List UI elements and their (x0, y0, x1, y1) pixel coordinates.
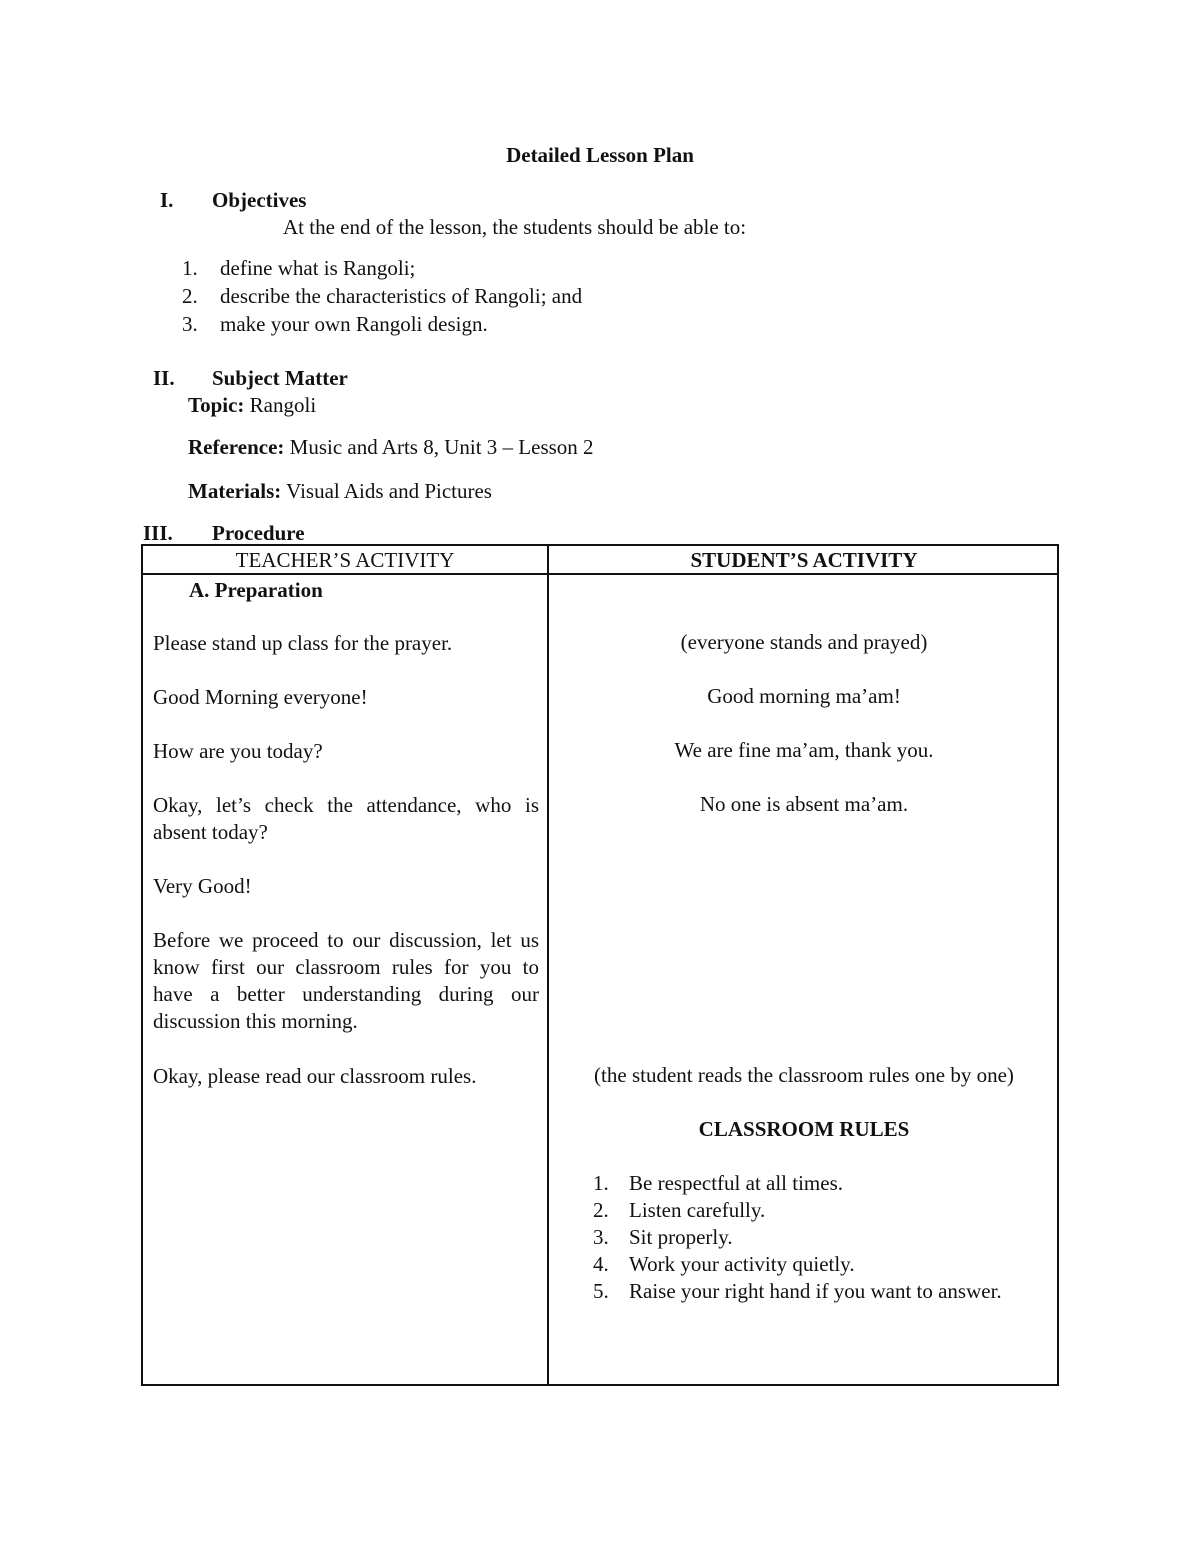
preparation-heading: A. Preparation (189, 578, 323, 602)
objective-text: describe the characteristics of Rangoli; and (220, 284, 583, 308)
student-activity-header: STUDENT’S ACTIVITY (690, 548, 918, 572)
teacher-line: Okay, let’s check the attendance, who is absent today? (153, 793, 539, 844)
document-title: Detailed Lesson Plan (506, 143, 694, 167)
objective-item (182, 312, 488, 337)
objective-item (182, 284, 582, 309)
topic-label: Topic: (188, 393, 245, 417)
rule-number: 5. (593, 1279, 609, 1303)
rule-text: Work your activity quietly. (629, 1252, 855, 1276)
student-line: (everyone stands and prayed) (680, 630, 928, 654)
reference-label: Reference: (188, 435, 285, 459)
objectives-heading: Objectives (212, 188, 307, 212)
rule-text: Listen carefully. (629, 1198, 766, 1222)
topic-line (188, 393, 316, 418)
materials-value: Visual Aids and Pictures (286, 479, 492, 503)
objective-number: 3. (182, 312, 198, 336)
rule-number: 4. (593, 1252, 609, 1276)
procedure-heading: Procedure (212, 521, 305, 545)
rule-text: Raise your right hand if you want to answer. (629, 1279, 1002, 1303)
materials-label: Materials: (188, 479, 282, 503)
rule-number: 3. (593, 1225, 609, 1249)
teacher-line: How are you today? (153, 739, 323, 763)
objective-text: make your own Rangoli design. (220, 312, 488, 336)
objective-text: define what is Rangoli; (220, 256, 416, 280)
teacher-line: Very Good! (153, 874, 252, 898)
rule-item (593, 1279, 1002, 1304)
teacher-line: Okay, please read our classroom rules. (153, 1064, 477, 1088)
student-line: We are fine ma’am, thank you. (674, 738, 934, 762)
teacher-line: Please stand up class for the prayer. (153, 631, 453, 655)
student-line: No one is absent ma’am. (699, 792, 909, 816)
teacher-activity-header: TEACHER’S ACTIVITY (235, 548, 455, 572)
objective-number: 2. (182, 284, 198, 308)
teacher-line: Before we proceed to our discussion, let us know first our classroom rules for you to have a better understanding during our discussion this morning. (153, 928, 539, 1033)
rule-number: 2. (593, 1198, 609, 1222)
subject-matter-number: II. (153, 366, 175, 390)
rule-item (593, 1225, 733, 1250)
rule-number: 1. (593, 1171, 609, 1195)
objective-number: 1. (182, 256, 198, 280)
student-line: (the student reads the classroom rules one by one) (594, 1063, 1014, 1087)
rule-item (593, 1171, 843, 1196)
objectives-number: I. (160, 188, 174, 212)
reference-line (188, 435, 594, 460)
subject-matter-heading: Subject Matter (212, 366, 348, 390)
rule-item (593, 1252, 855, 1277)
reference-value: Music and Arts 8, Unit 3 – Lesson 2 (289, 435, 594, 459)
rule-text: Be respectful at all times. (629, 1171, 844, 1195)
procedure-table (141, 544, 1059, 1386)
student-line: Good morning ma’am! (707, 684, 901, 708)
objective-item (182, 256, 415, 281)
materials-line (188, 479, 492, 504)
procedure-number: III. (143, 521, 173, 545)
header-divider (143, 573, 1057, 575)
objectives-intro: At the end of the lesson, the students should be able to: (283, 215, 747, 239)
rule-text: Sit properly. (629, 1225, 733, 1249)
topic-value: Rangoli (249, 393, 317, 417)
column-divider (547, 546, 549, 1384)
teacher-line: Good Morning everyone! (153, 685, 368, 709)
rule-item (593, 1198, 765, 1223)
classroom-rules-title: CLASSROOM RULES (698, 1117, 910, 1141)
